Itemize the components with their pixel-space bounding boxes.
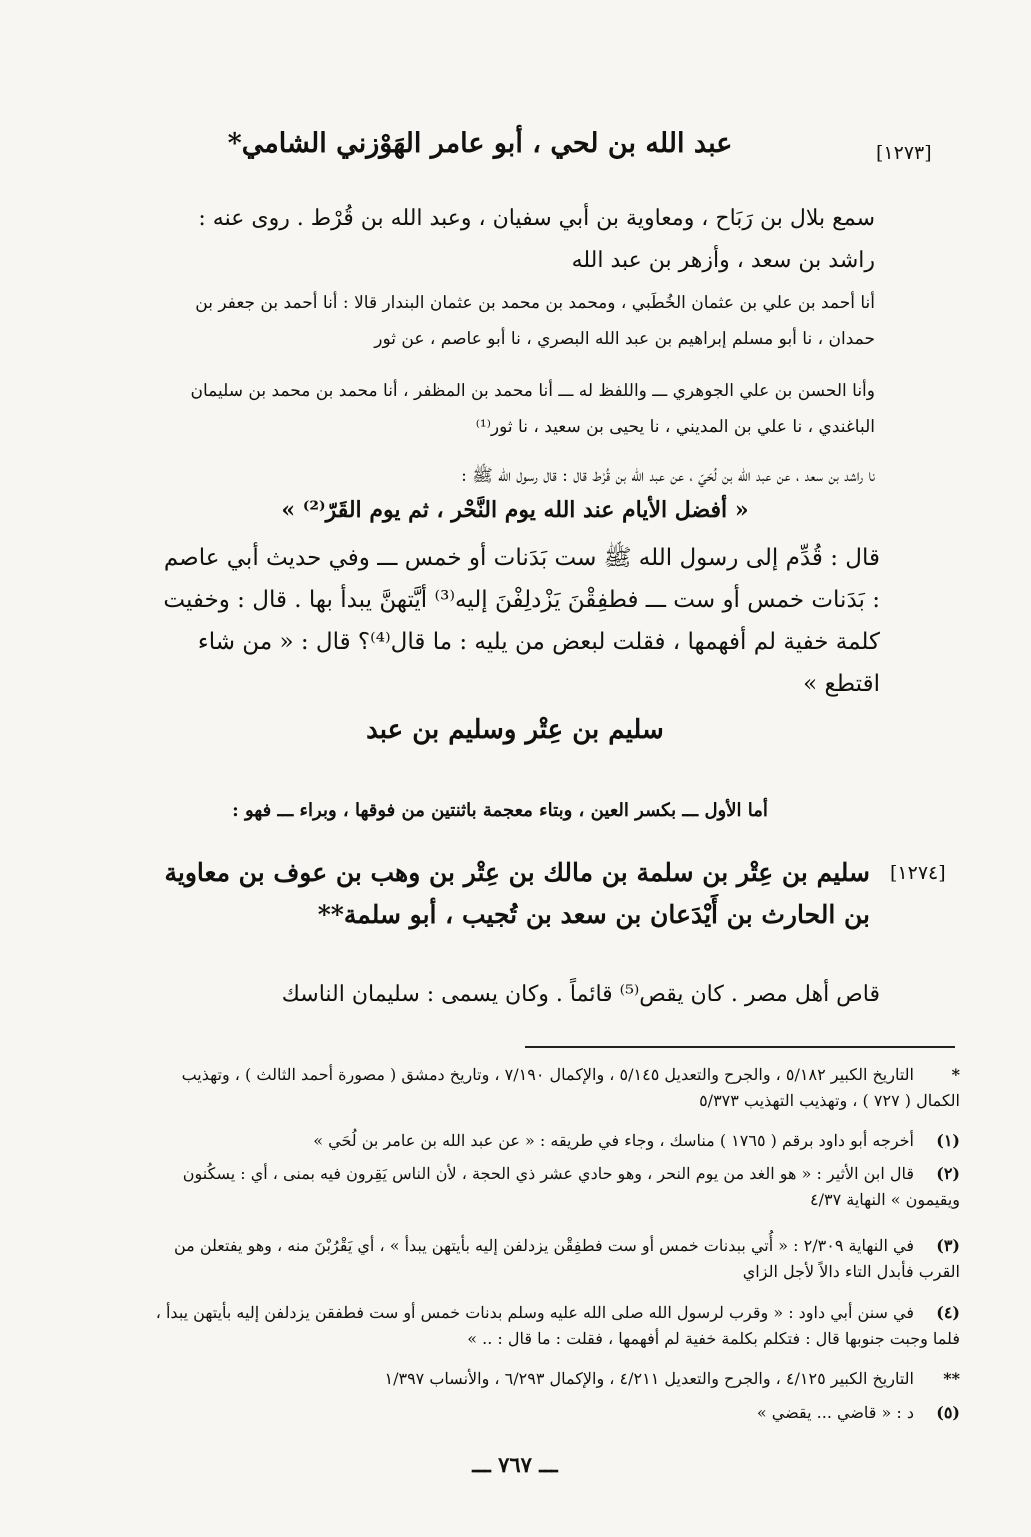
footnote-mark: (١) [936,1131,960,1150]
entry-1274-intro: قاص أهل مصر . كان يقص⁽⁵⁾ قائماً . وكان يسمى : سليمان الناسك [281,982,880,1007]
footnote-text: في سنن أبي داود : « وقرب لرسول الله صلى الله عليه وسلم بدنات خمس أو ست فطفقن يزدلفن إليه بأيتهن يبدأ ، فلما وجبت جنوبها قال : فتكلم بكلمة خفية لم أفهمها ، فقلت : ما قال : .. » [155,1303,960,1348]
footnote-mark: (٢) [936,1164,960,1183]
entry-number-1274: [١٢٧٤] [890,862,946,884]
entry-1273-intro: سمع بلال بن رَبَاح ، ومعاوية بن أبي سفيان ، وعبد الله بن قُرْط . روى عنه : راشد بن سعد ، وأزهر بن عبد الله [198,206,875,273]
footnote-text: أخرجه أبو داود برقم ( ١٧٦٥ ) مناسك ، وجاء في طريقه : « عن عبد الله بن عامر بن لُحَي » [313,1131,914,1150]
footnote-5 [155,1400,960,1426]
footnote-mark: * [951,1065,960,1084]
isnad-1: أنا أحمد بن علي بن عثمان الخُطَبي ، ومحمد بن محمد بن عثمان البندار قالا : أنا أحمد بن جعفر بن حمدان ، نا أبو مسلم إبراهيم بن عبد الله البصري ، نا أبو عاصم ، عن ثور [195,293,875,349]
isnad-3: نا راشد بن سعد ، عن عبد الله بن لُحَيّ ، عن عبد الله بن قُرْط قال : قال رسول الله ﷺ : [461,466,875,486]
footnote-text: قال ابن الأثير : « هو الغد من يوم النحر ، وهو حادي عشر ذي الحجة ، لأن الناس يَقِرون فيه بمنى ، أي : يسكُنون ويقيمون » النهاية ٤/٣٧ [182,1164,960,1209]
footnote-mark: (٣) [936,1236,960,1255]
footnote-divider [525,1046,955,1048]
footnote-mark: (٤) [936,1303,960,1322]
footnote-text: التاريخ الكبير ٤/١٢٥ ، والجرح والتعديل ٤/٢١١ ، والإكمال ٦/٢٩٣ ، والأنساب ١/٣٩٧ [384,1369,914,1388]
footnote-double-star [155,1366,960,1392]
footnote-text: في النهاية ٢/٣٠٩ : « أُتي ببدنات خمس أو ست فطفِقْن يزدلفن إليه بأيتهن يبدأ » ، أي يَقْرُبْنَ منه ، وهو يفتعلن من القرب فأبدل التاء دالاً لأجل الزاي [173,1236,960,1281]
footnote-mark: ** [943,1369,960,1388]
footnote-4 [155,1300,960,1352]
entry-title-1274: سليم بن عِتْر بن سلمة بن مالك بن عِتْر بن وهب بن عوف بن معاوية بن الحارث بن أَيْدَعان بن سعد بن تُجيب ، أبو سلمة** [164,858,870,929]
isnad-2: وأنا الحسن بن علي الجوهري ـــ واللفظ له ـــ أنا محمد بن المظفر ، أنا محمد بن محمد بن سليمان الباغندي ، نا علي بن المديني ، نا يحيى بن سعيد ، نا ثور⁽¹⁾ [190,381,875,437]
footnote-star [155,1062,960,1114]
entry-number-1273: [١٢٧٣] [876,142,932,164]
section-title: سليم بن عِتْر وسليم بن عبد [366,715,664,745]
footnote-mark: (٥) [936,1403,960,1422]
narration: قال : قُدِّم إلى رسول الله ﷺ ست بَدَنات أو خمس ـــ وفي حديث أبي عاصم : بَدَنات خمس أو ست ـــ فطفِقْنَ يَزْدلِفْنَ إليه⁽³⁾ أيَّتهنَّ يبدأ بها . قال : وخفيت كلمة خفية لم أفهمها ، فقلت لبعض من يليه : ما قال⁽⁴⁾؟ قال : « من شاء اقتطع » [163,545,880,697]
entry-title-1273: عبد الله بن لحي ، أبو عامر الهَوْزني الشامي* [227,128,733,159]
footnote-1 [155,1128,960,1154]
page-number: ـــ ٧٦٧ ـــ [472,1452,558,1477]
section-intro: أما الأول ـــ بكسر العين ، وبتاء معجمة باثنتين من فوقها ، وبراء ـــ فهو : [232,800,768,821]
footnote-text: د : « قاضي ... يقضي » [756,1403,914,1422]
footnote-3 [155,1233,960,1285]
hadith-text: « أفضل الأيام عند الله يوم النَّحْر ، ثم يوم القَرّ⁽²⁾ » [281,497,749,523]
footnote-text: التاريخ الكبير ٥/١٨٢ ، والجرح والتعديل ٥/١٤٥ ، والإكمال ٧/١٩٠ ، وتاريخ دمشق ( مصورة أحمد الثالث ) ، وتهذيب الكمال ( ٧٢٧ ) ، وتهذيب التهذيب ٥/٣٧٣ [181,1065,960,1110]
footnote-2 [155,1161,960,1213]
